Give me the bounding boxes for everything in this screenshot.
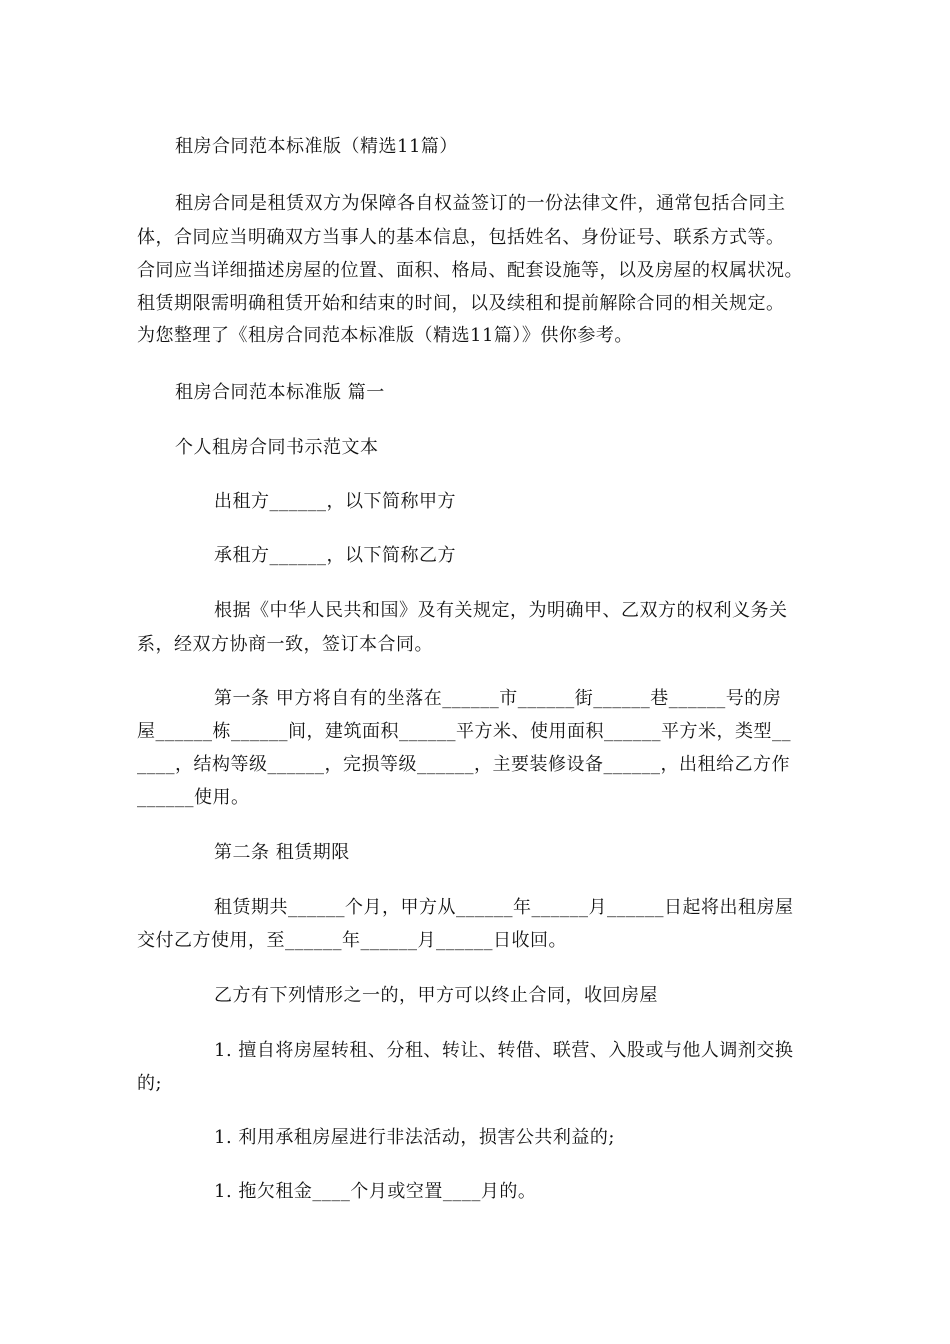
article1-line-3: ____，结构等级______，完损等级______，主要装修设备______，出租给乙方作 xyxy=(137,754,790,775)
lessor-line: 出租方______，以下简称甲方 xyxy=(214,491,456,512)
termination-item-1-line-2: 的; xyxy=(137,1073,163,1094)
termination-item-1-line-1: 1. 擅自将房屋转租、分租、转让、转借、联营、入股或与他人调剂交换 xyxy=(214,1040,794,1061)
article1-line-2: 屋______栋______间，建筑面积______平方米、使用面积______平方米，类型__ xyxy=(137,721,791,742)
article2-heading: 第二条 租赁期限 xyxy=(214,842,350,863)
preamble-line-2: 系，经双方协商一致，签订本合同。 xyxy=(137,634,433,655)
termination-item-3: 1. 拖欠租金____个月或空置____月的。 xyxy=(214,1181,537,1202)
intro-line-4: 租赁期限需明确租赁开始和结束的时间，以及续租和提前解除合同的相关规定。 xyxy=(137,293,785,314)
contract-subtitle: 个人租房合同书示范文本 xyxy=(175,437,379,458)
article1-line-4: ______使用。 xyxy=(137,787,250,808)
termination-intro: 乙方有下列情形之一的，甲方可以终止合同，收回房屋 xyxy=(214,985,658,1006)
article1-line-1: 第一条 甲方将自有的坐落在______市______街______巷______号的房 xyxy=(214,688,782,709)
intro-line-5: 为您整理了《租房合同范本标准版（精选11篇）》供你参考。 xyxy=(137,325,633,346)
section-heading: 租房合同范本标准版 篇一 xyxy=(175,382,385,403)
intro-line-3: 合同应当详细描述房屋的位置、面积、格局、配套设施等，以及房屋的权属状况。 xyxy=(137,260,803,281)
lessee-line: 承租方______，以下简称乙方 xyxy=(214,545,456,566)
intro-line-2: 体，合同应当明确双方当事人的基本信息，包括姓名、身份证号、联系方式等。 xyxy=(137,227,785,248)
article2-line-2: 交付乙方使用，至______年______月______日收回。 xyxy=(137,930,567,951)
termination-item-2: 1. 利用承租房屋进行非法活动，损害公共利益的; xyxy=(214,1127,615,1148)
intro-line-1: 租房合同是租赁双方为保障各自权益签订的一份法律文件，通常包括合同主 xyxy=(175,193,786,214)
document-title: 租房合同范本标准版（精选11篇） xyxy=(175,136,458,157)
preamble-line-1: 根据《中华人民共和国》及有关规定，为明确甲、乙双方的权利义务关 xyxy=(214,600,788,621)
article2-line-1: 租赁期共______个月，甲方从______年______月______日起将出租房屋 xyxy=(214,897,794,918)
